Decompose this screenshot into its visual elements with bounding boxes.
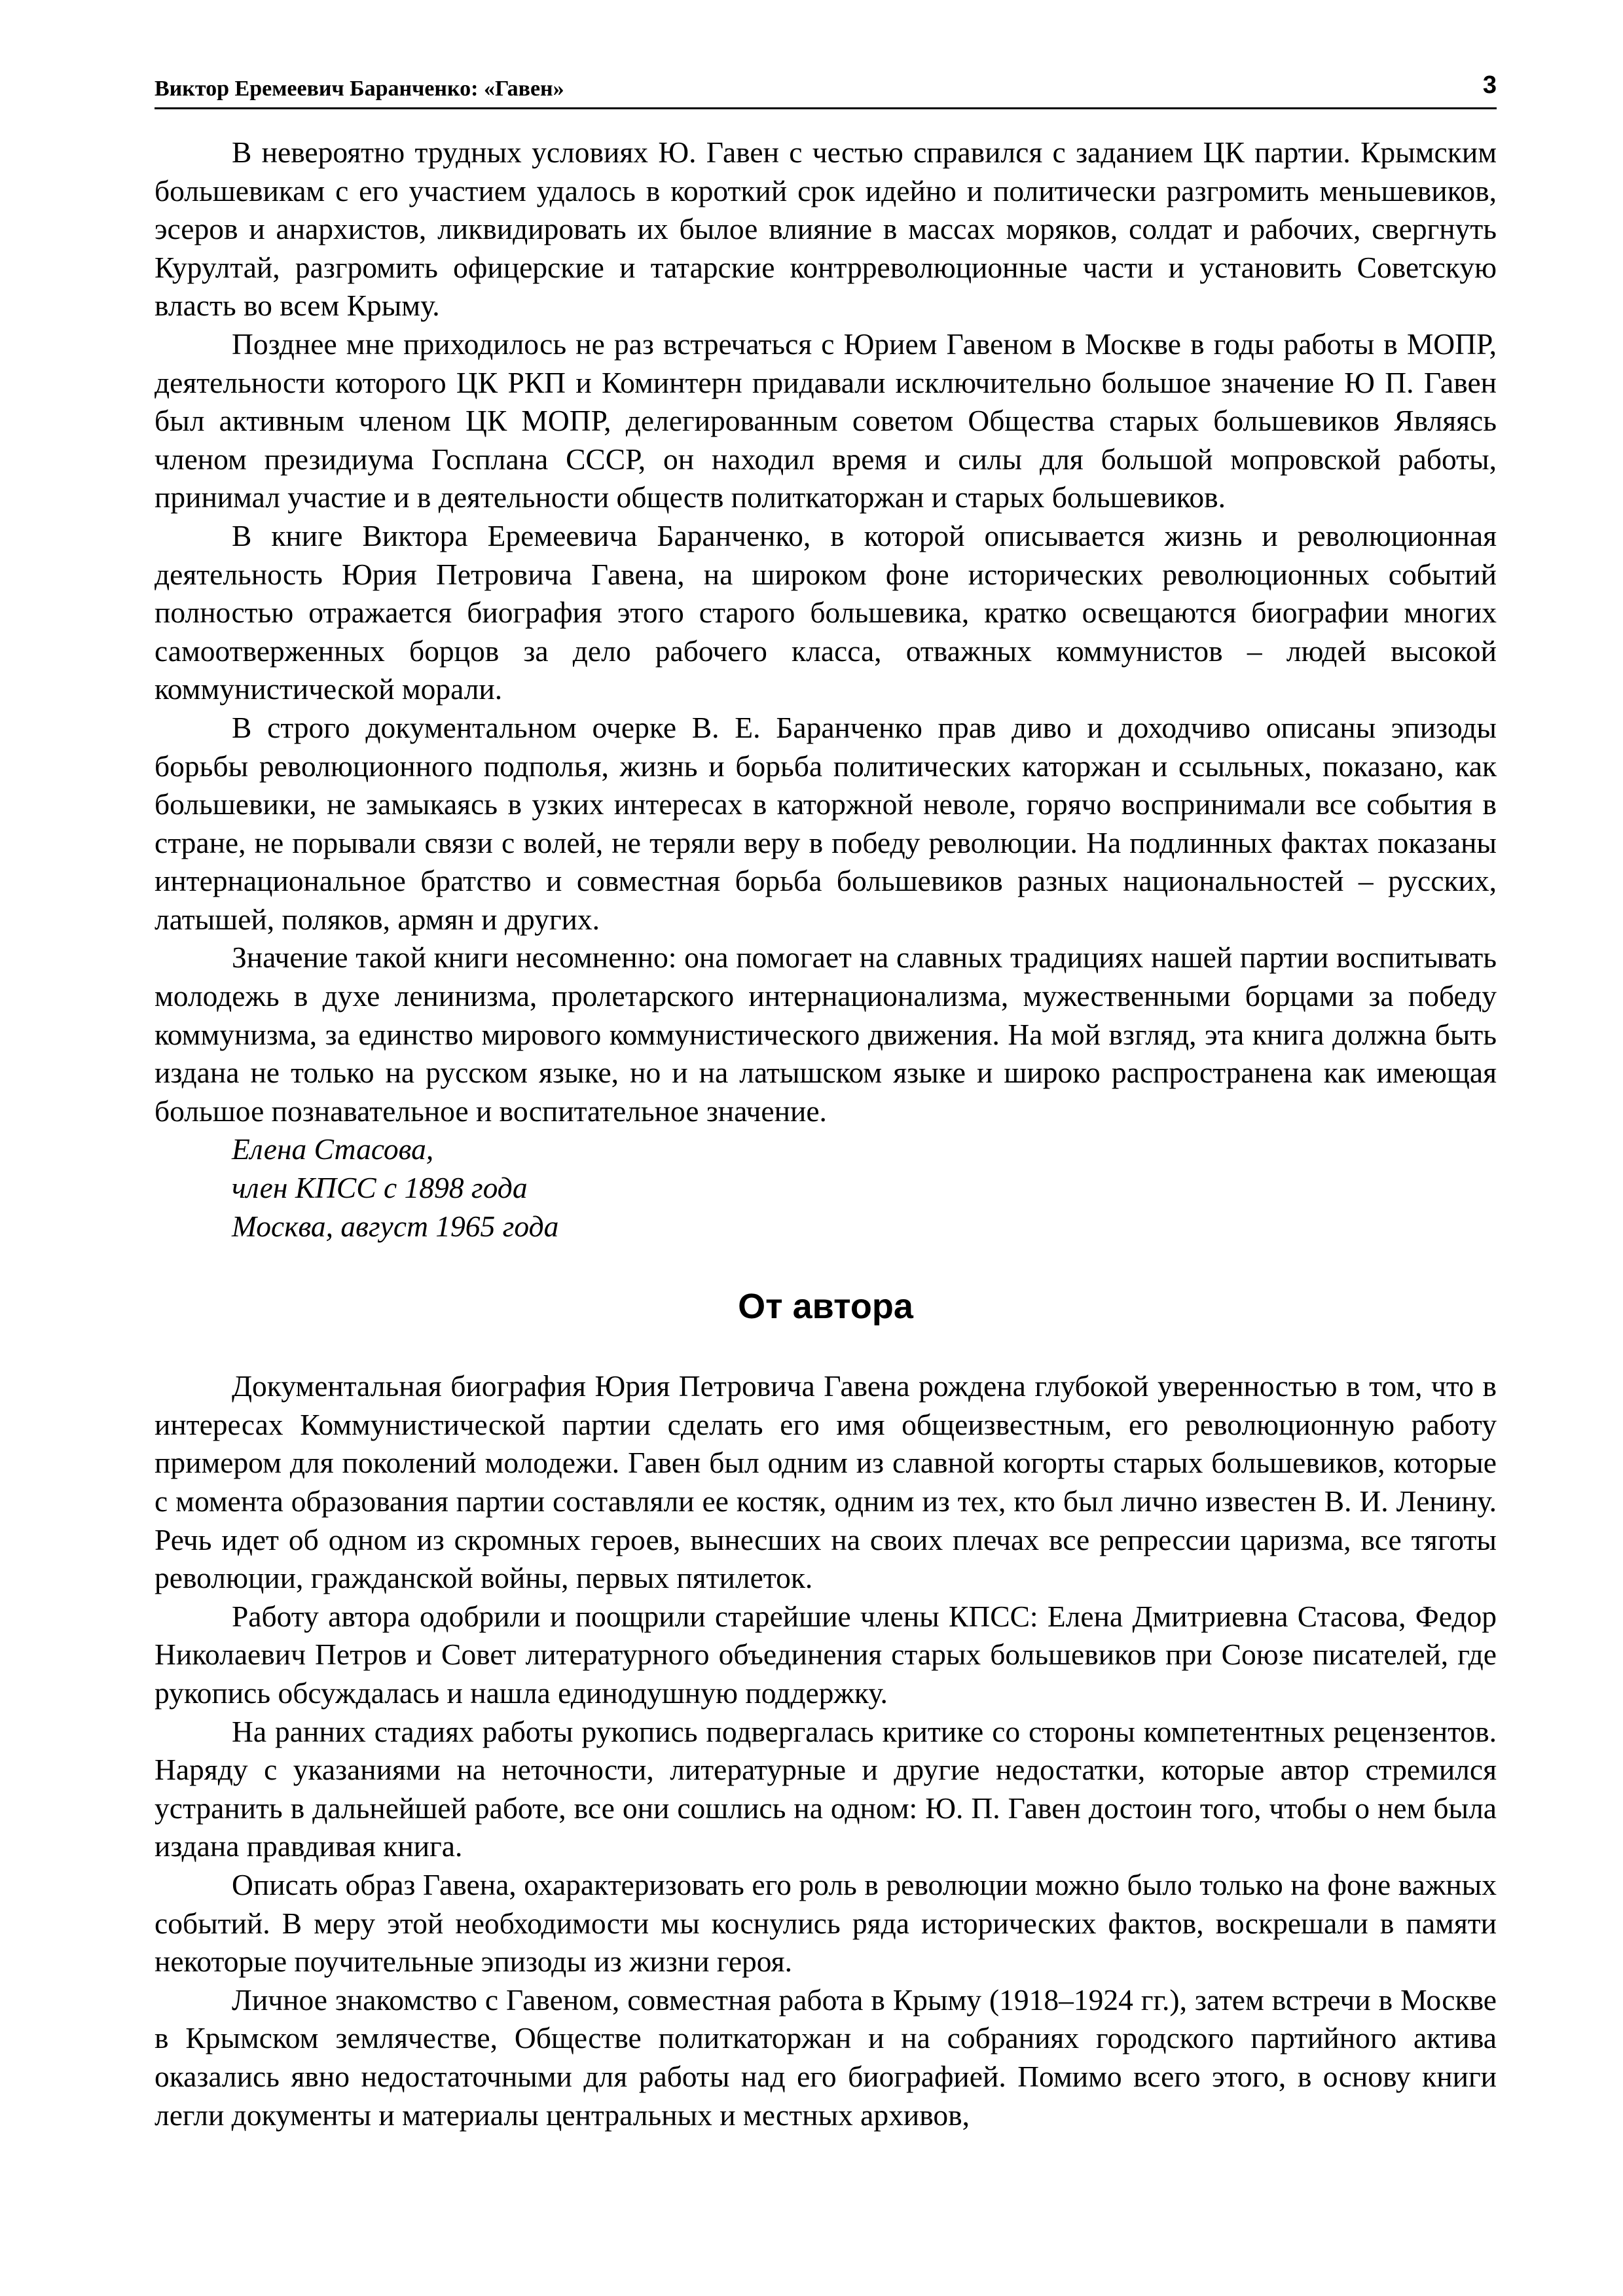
paragraph: Позднее мне приходилось не раз встречаться с Юрием Гавеном в Москве в годы работы в МОПР, деятельности которого ЦК РКП и Коминтерн придавали исключительно большое значение Ю П. Гавен был активным членом ЦК МОПР, делегированным советом Общества старых большевиков Являясь членом президиума Госплана СССР, он находил время и силы для большой мопровской работы, принимал участие и в деятельности обществ политкаторжан и старых большевиков.	[155, 327, 1497, 514]
running-header	[155, 71, 1497, 109]
preface-section	[155, 134, 1497, 1246]
signature-place-date: Москва, август 1965 года	[232, 1209, 559, 1243]
signature-name: Елена Стасова,	[232, 1132, 434, 1166]
paragraph: Значение такой книги несомненно: она помогает на славных традициях нашей партии воспитывать молодежь в духе ленинизма, пролетарского интернационализма, мужественными борцами за победу коммунизма, за единство мирового коммунистического движения. На мой взгляд, эта книга должна быть издана не только на русском языке, но и на латышском языке и широко распространена как имеющая большое познавательное и воспитательное значение.	[155, 941, 1497, 1128]
page-number: 3	[1482, 71, 1497, 99]
paragraph: Документальная биография Юрия Петровича Гавена рождена глубокой уверенностью в том, что в интересах Коммунистической партии сделать его имя общеизвестным, его революционную работу примером для поколений молодежи. Гавен был одним из славной когорты старых большевиков, которые с момента образования партии составляли ее костяк, одним из тех, кто был лично известен В. И. Ленину. Речь идет об одном из скромных героев, вынесших на своих плечах все репрессии царизма, все тяготы революции, гражданской войны, первых пятилеток.	[155, 1369, 1497, 1595]
author-section	[155, 1367, 1497, 2134]
page-content	[155, 134, 1497, 2134]
paragraph: Личное знакомство с Гавеном, совместная работа в Крыму (1918–1924 гг.), затем встречи в Москве в Крымском землячестве, Обществе политкаторжан и на собраниях городского партийного актива оказались явно недостаточными для работы над его биографией. Помимо всего этого, в основу книги легли документы и материалы центральных и местных архивов,	[155, 1982, 1497, 2132]
section-heading-wrapper	[155, 1285, 1497, 1328]
paragraph: Описать образ Гавена, охарактеризовать его роль в революции можно было только на фоне важных событий. В меру этой необходимости мы коснулись ряда исторических фактов, воскрешали в памяти некоторые поучительные эпизоды из жизни героя.	[155, 1867, 1497, 1979]
section-heading: От автора	[738, 1287, 913, 1327]
paragraph: На ранних стадиях работы рукопись подвергалась критике со стороны компетентных рецензентов. Наряду с указаниями на неточности, литературные и другие недостатки, которые автор стремился устранить в дальнейшей работе, все они сошлись на одном: Ю. П. Гавен достоин того, чтобы о нем была издана правдивая книга.	[155, 1714, 1497, 1863]
signature-title: член КПСС с 1898 года	[232, 1171, 528, 1205]
paragraph: Работу автора одобрили и поощрили старейшие члены КПСС: Елена Дмитриевна Стасова, Федор Николаевич Петров и Совет литературного объединения старых большевиков при Союзе писателей, где рукопись обсуждалась и нашла единодушную поддержку.	[155, 1599, 1497, 1710]
paragraph: В строго документальном очерке В. Е. Баранченко прав диво и доходчиво описаны эпизоды борьбы революционного подполья, жизнь и борьба политических каторжан и ссыльных, показано, как большевики, не замыкаясь в узких интересах в каторжной неволе, горячо воспринимали все события в стране, не порывали связи с волей, не теряли веру в победу революции. На подлинных фактах показаны интернациональное братство и совместная борьба большевиков разных национальностей – русских, латышей, поляков, армян и других.	[155, 710, 1497, 936]
running-title: Виктор Еремеевич Баранченко: «Гавен»	[155, 77, 564, 101]
paragraph: В невероятно трудных условиях Ю. Гавен с честью справился с заданием ЦК партии. Крымским большевикам с его участием удалось в короткий срок идейно и политически разгромить меньшевиков, эсеров и анархистов, ликвидировать их былое влияние в массах моряков, солдат и рабочих, свергнуть Курултай, разгромить офицерские и татарские контрреволюционные части и установить Советскую власть во всем Крыму.	[155, 135, 1497, 323]
signature-block	[155, 1130, 1497, 1246]
paragraph: В книге Виктора Еремеевича Баранченко, в которой описывается жизнь и революционная деятельность Юрия Петровича Гавена, на широком фоне исторических революционных событий полностью отражается биография этого старого большевика, кратко освещаются биографии многих самоотверженных борцов за дело рабочего класса, отважных коммунистов – людей высокой коммунистической морали.	[155, 518, 1497, 706]
